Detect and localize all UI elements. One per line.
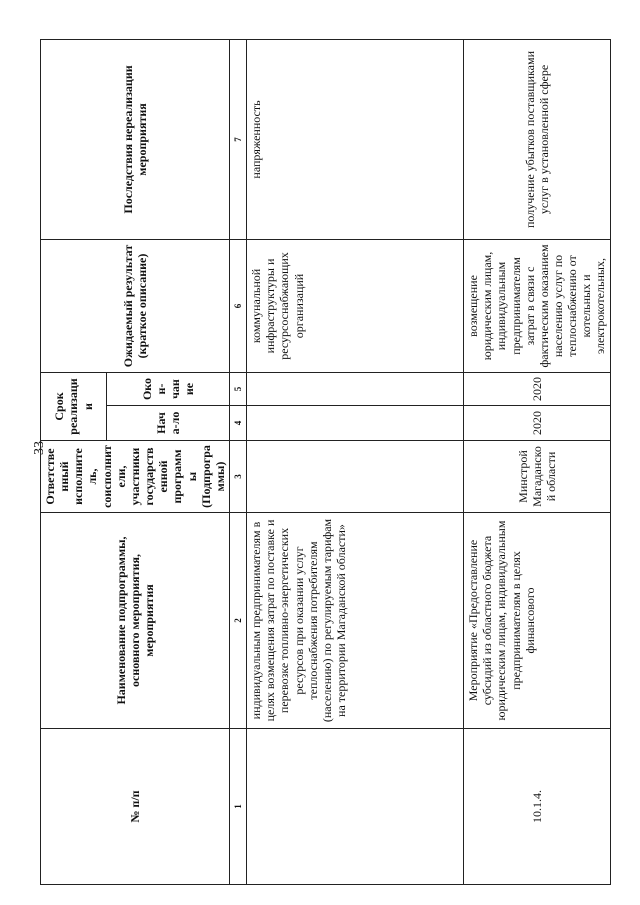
cell-start: 2020	[464, 406, 611, 441]
header-result: Ожидаемый результат (краткое описание)	[41, 239, 230, 372]
column-number-6: 6	[230, 239, 247, 372]
cell-executor	[247, 441, 464, 513]
header-executor: Ответственный исполнитель, соисполнители, участники государственной программы (Подпрограммы)	[41, 441, 230, 513]
rotated-table-wrapper	[40, 40, 610, 885]
cell-result: возмещение юридическим лицам, индивидуальным предпринимателям затрат в связи с фактическим оказанием населению услуг по теплоснабжению от котельных и электрокотельных,	[464, 239, 611, 372]
program-measures-table	[40, 39, 611, 885]
cell-end: 2020	[464, 372, 611, 405]
cell-start	[247, 406, 464, 441]
header-consequences: Последствия нереализации мероприятия	[41, 39, 230, 239]
cell-name: Мероприятие «Предоставление субсидий из областного бюджета юридическим лицам, индивидуальным предпринимателям в целях финансового	[464, 513, 611, 729]
page-number: 33	[32, 441, 47, 455]
table-row	[464, 39, 611, 884]
cell-consequences: получение убытков поставщиками услуг в установленной сфере	[464, 39, 611, 239]
table-row	[247, 39, 464, 884]
column-number-1: 1	[230, 729, 247, 885]
column-number-7: 7	[230, 39, 247, 239]
cell-end	[247, 372, 464, 405]
cell-num	[247, 729, 464, 885]
cell-name: индивидуальным предпринимателям в целях возмещения затрат по поставке и перевозке топливно-энергетических ресурсов при оказании услуг теплоснабжения потребителям (населению) по регулируемым тарифам на территории Магаданской области»	[247, 513, 464, 729]
cell-result: коммунальной инфраструктуры и ресурсоснабжающих организаций	[247, 239, 464, 372]
header-start: Нача-ло	[107, 406, 230, 441]
header-num: № п/п	[41, 729, 230, 885]
column-number-3: 3	[230, 441, 247, 513]
cell-num: 10.1.4.	[464, 729, 611, 885]
column-number-4: 4	[230, 406, 247, 441]
cell-executor: Минстрой Магаданской области	[464, 441, 611, 513]
cell-consequences: напряженность	[247, 39, 464, 239]
column-number-5: 5	[230, 372, 247, 405]
header-name: Наименование подпрограммы, основного мероприятия, мероприятия	[41, 513, 230, 729]
column-number-2: 2	[230, 513, 247, 729]
header-end: Окон-чание	[107, 372, 230, 405]
header-period: Срок реализации	[41, 372, 107, 440]
